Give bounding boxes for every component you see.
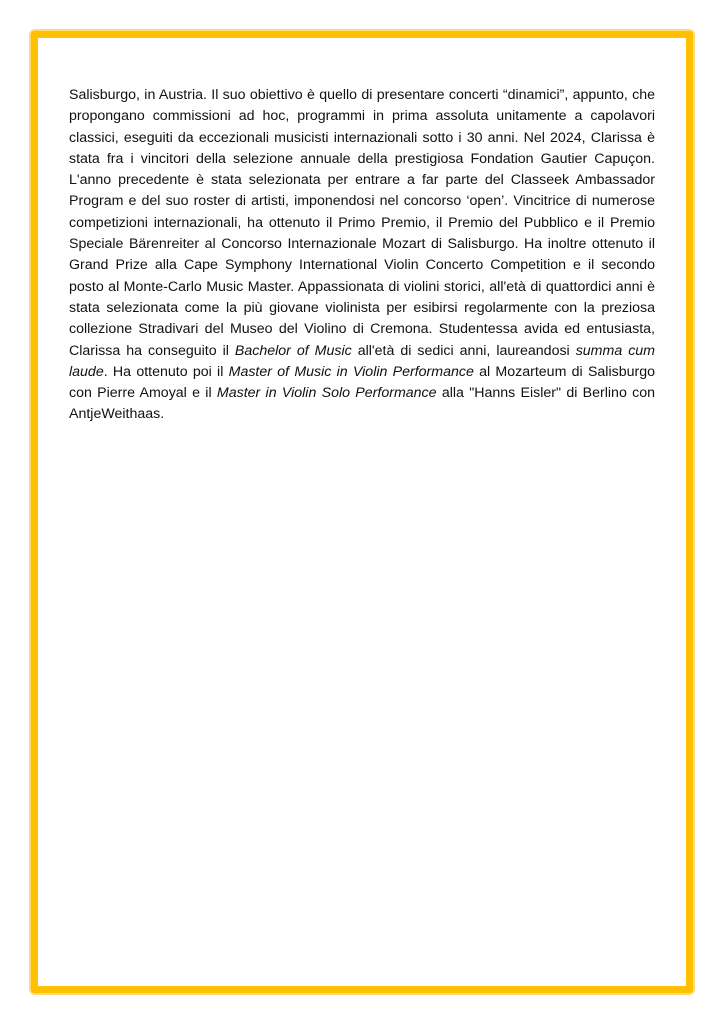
paragraph-segment: Salisburgo, in Austria. Il suo obiettivo è quello di presentare concerti “dinamici”, appunto, che propongano commissioni ad hoc, programmi in prima assoluta unitamente a capolavori classici, eseguiti da eccezionali musicisti internazionali sotto i 30 anni. Nel 2024, Clarissa è stata fra i vincitori della selezione annuale della prestigiosa Fondation Gautier Capuçon. L'anno precedente è stata selezionata per entrare a far parte del Classeek Ambassador Program e del suo roster di artisti, imponendosi nel concorso ‘open’. Vincitrice di numerose competizioni internazionali, ha ottenuto il Primo Premio, il Premio del Pubblico e il Premio Speciale Bärenreiter al Concorso Internazionale Mozart di Salisburgo. Ha inoltre ottenuto il Grand Prize alla Cape Symphony International Violin Concerto Competition e il secondo posto al Monte-Carlo Music Master. Appassionata di violini storici, all'età di quattordici anni è stata selezionata come la più giovane violinista per esibirsi regolarmente con la preziosa collezione Stradivari del Museo del Violino di Cremona. Studentessa avida ed entusiasta, Clarissa ha conseguito il — [69, 87, 655, 359]
paragraph-segment-italic: Master of Music in Violin Performance — [228, 363, 474, 380]
paragraph-segment: all'età di sedici anni, laureandosi — [351, 342, 576, 359]
paragraph-segment: alla "Hanns Eisler" di Berlino con AntjeWeithaas. — [69, 385, 655, 423]
paragraph-segment-italic: Bachelor of Music — [234, 342, 352, 359]
paragraph-segment-italic: summa cum laude — [69, 342, 655, 380]
paragraph-segment: . Ha ottenuto poi il — [103, 363, 229, 380]
paragraph-segment: al Mozarteum di Salisburgo con Pierre Amoyal e il — [69, 363, 655, 402]
paragraph-segment-italic: Master in Violin Solo Performance — [216, 385, 437, 402]
biography-paragraph — [69, 85, 655, 426]
